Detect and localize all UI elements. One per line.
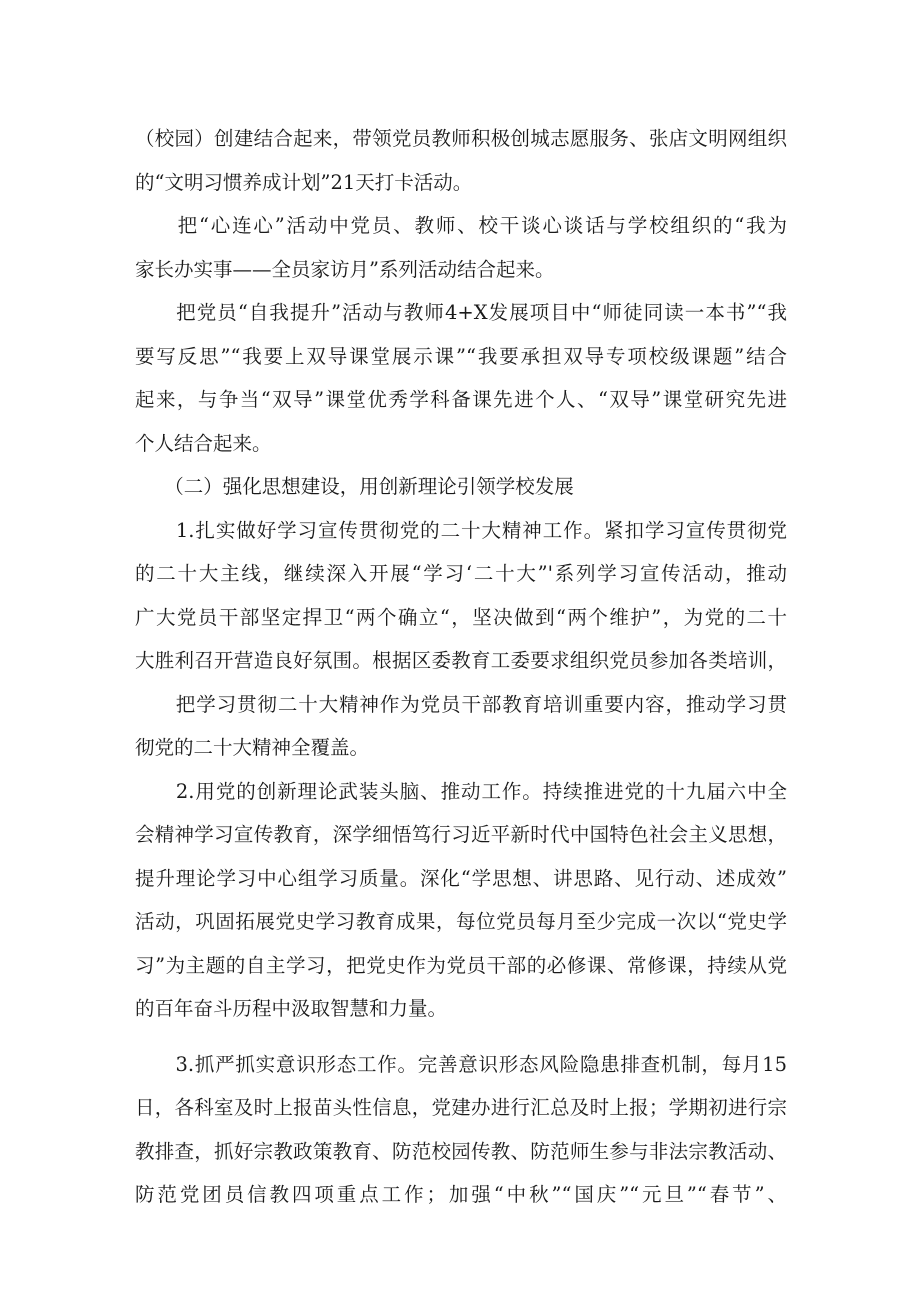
section-heading-ideology	[135, 465, 787, 509]
text-line: 把学习贯彻二十大精神作为党员干部教育培训重要内容，推动学习贯	[135, 692, 787, 716]
paragraph-heart-to-heart	[135, 204, 787, 291]
paragraph-item-1	[135, 509, 787, 683]
text-line: 的“文明习惯养成计划”21天打卡活动。	[135, 170, 473, 194]
text-line: 习”为主题的自主学习，把党史作为党员干部的必修课、常修课，持续从党	[135, 953, 787, 977]
text-line: 彻党的二十大精神全覆盖。	[135, 736, 370, 759]
paragraph-self-improvement	[135, 291, 787, 465]
text-line: （校园）创建结合起来，带领党员教师积极创城志愿服务、张店文明网组织	[135, 127, 787, 150]
text-line: 广大党员干部坚定捍卫“两个确立“，坚决做到“两个维护”，为党的二十	[135, 605, 787, 629]
text-line: 提升理论学习中心组学习质量。深化“学思想、讲思路、见行动、述成效”	[135, 866, 787, 890]
text-line: 要写反思”“我要上双导课堂展示课”“我要承担双导专项校级课题”结合	[135, 344, 787, 368]
text-line: 大胜利召开营造良好氛围。根据区委教育工委要求组织党员参加各类培训，	[135, 649, 787, 672]
text-line: 的二十大主线，继续深入开展“学习‘二十大”'系列学习宣传活动，推动	[135, 562, 787, 585]
text-line: 的百年奋斗历程中汲取智慧和力量。	[135, 997, 448, 1020]
text-line: 日，各科室及时上报苗头性信息，党建办进行汇总及时上报；学期初进行宗	[135, 1096, 787, 1119]
paragraph-item-2	[135, 770, 787, 1031]
text-line: 把党员“自我提升”活动与教师4+X发展项目中“师徒同读一本书”“我	[135, 301, 787, 324]
text-line: 家长办实事——全员家访月”系列活动结合起来。	[135, 257, 555, 281]
text-line: 3.抓严抓实意识形态工作。完善意识形态风险隐患排查机制，每月15	[135, 1052, 787, 1076]
paragraph-item-3	[135, 1043, 787, 1217]
text-line: 起来，与争当“双导”课堂优秀学科备课先进个人、“双导”课堂研究先进	[135, 388, 787, 411]
text-line: 会精神学习宣传教育，深学细悟笃行习近平新时代中国特色社会主义思想，	[135, 823, 787, 846]
paragraph-item-1-continued	[135, 683, 787, 770]
text-line: 教排查，抓好宗教政策教育、防范校园传教、防范师生参与非法宗教活动、	[135, 1139, 787, 1163]
paragraph-campus-civilization	[135, 117, 787, 204]
heading-text: （二）强化思想建设，用创新理论引领学校发展	[135, 475, 574, 498]
text-line: 防范党团员信教四项重点工作；加强“中秋”“国庆”“元旦”“春节”、	[135, 1183, 787, 1206]
text-line: 2.用党的创新理论武装头脑、推动工作。持续推进党的十九届六中全	[135, 779, 787, 803]
text-line: 活动，巩固拓展党史学习教育成果，每位党员每月至少完成一次以“党史学	[135, 910, 787, 933]
text-line: 把“心连心”活动中党员、教师、校干谈心谈话与学校组织的“我为	[135, 214, 787, 237]
text-line: 个人结合起来。	[135, 431, 272, 455]
text-line: 1.扎实做好学习宣传贯彻党的二十大精神工作。紧扣学习宣传贯彻党	[135, 518, 787, 542]
document-body	[135, 117, 787, 1217]
